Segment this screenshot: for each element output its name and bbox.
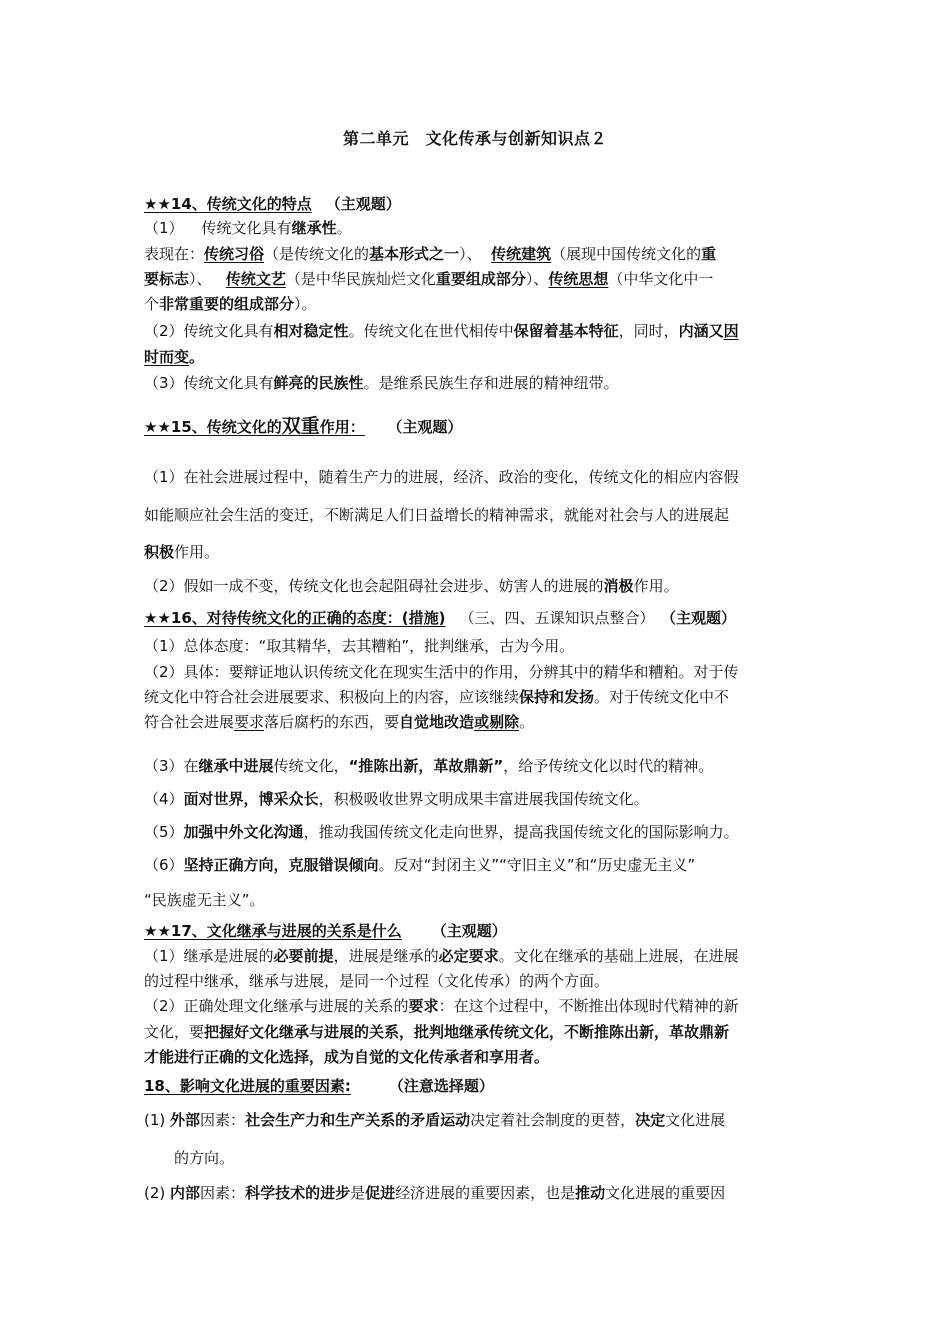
s16-line-4: 符合社会进展要求落后腐朽的东西，要自觉地改造或剔除。 <box>144 713 535 731</box>
s14-line-1: （1） 传统文化具有继承性。 <box>144 219 352 237</box>
s17-line-1: （1）继承是进展的必要前提，进展是继承的必定要求。文化在继承的基础上进展，在进展 <box>144 947 739 965</box>
s16-line-1: （1）总体态度：“取其精华，去其糟粕”，批判继承，古为今用。 <box>144 637 575 655</box>
s15-line-1: （1）在社会进展过程中，随着生产力的进展，经济、政治的变化，传统文化的相应内容假 <box>144 468 739 486</box>
section-18-heading: 18、影响文化进展的重要因素: <box>144 1077 351 1095</box>
s16-line-3: 统文化中符合社会进展要求、积极向上的内容，应该继续保持和发扬。对于传统文化中不 <box>144 688 730 706</box>
s14-line-6: 时而变。 <box>144 348 205 366</box>
s18-line-1: (1) 外部因素：社会生产力和生产关系的矛盾运动决定着社会制度的更替，决定文化进展 <box>144 1111 726 1129</box>
section-17-heading: ★★17、文化继承与进展的关系是什么 <box>144 922 402 940</box>
s17-line-4: 文化，要把握好文化继承与进展的关系，批判地继承传统文化，不断推陈出新，革故鼎新 <box>144 1023 730 1041</box>
section-15-heading-line <box>144 413 812 440</box>
s14-line-5: （2）传统文化具有相对稳定性。传统文化在世代相传中保留着基本特征，同时，内涵又因 <box>144 322 739 340</box>
section-14-tag: （主观题） <box>325 195 401 213</box>
s14-line-7: （3）传统文化具有鲜亮的民族性。是维系民族生存和进展的精神纽带。 <box>144 374 619 392</box>
s15-line-2: 如能顺应社会生活的变迁，不断满足人们日益增长的精神需求，就能对社会与人的进展起 <box>144 506 730 524</box>
s18-line-3: (2) 内部因素：科学技术的进步是促进经济进展的重要因素，也是推动文化进展的重要因 <box>144 1184 726 1202</box>
s14-line-2: 表现在：传统习俗（是传统文化的基本形式之一）、 传统建筑（展现中国传统文化的重 <box>144 245 717 263</box>
s16-line-6: （4）面对世界，博采众长，积极吸收世界文明成果丰富进展我国传统文化。 <box>144 790 649 808</box>
s17-line-3: （2）正确处理文化继承与进展的关系的要求：在这个过程中，不断推出体现时代精神的新 <box>144 997 739 1015</box>
section-18-tag: （注意选择题） <box>388 1077 494 1095</box>
s17-line-2: 的过程中继承，继承与进展，是同一个过程（文化传承）的两个方面。 <box>144 972 610 990</box>
section-16-heading: ★★16、对待传统文化的正确的态度：(措施) <box>144 609 446 627</box>
s16-line-9: “民族虚无主义”。 <box>144 891 265 909</box>
section-16-tag: （主观题） <box>668 609 737 627</box>
s14-line-4: 个非常重要的组成部分）。 <box>144 295 317 313</box>
page-title: 第二单元 文化传承与创新知识点２ <box>342 129 607 148</box>
section-14-heading-line <box>144 193 812 215</box>
section-16-heading-line <box>144 607 812 629</box>
section-14-heading: ★★14、传统文化的特点 <box>144 195 312 213</box>
s14-line-3: 要标志）、 传统文艺（是中华民族灿烂文化重要组成部分）、传统思想（中华文化中一 <box>144 270 714 288</box>
s16-line-7: （5）加强中外文化沟通，推动我国传统文化走向世界，提高我国传统文化的国际影响力。 <box>144 823 739 841</box>
section-15-tag: （主观题） <box>394 418 463 436</box>
s15-line-3: 积极作用。 <box>144 543 220 561</box>
section-17-heading-line <box>144 920 812 942</box>
section-16-mid: （三、四、五课知识点整合） <box>459 609 655 627</box>
section-15-heading: ★★15、传统文化的双重作用： <box>144 415 365 437</box>
s16-line-5: （3）在继承中进展传统文化，“推陈出新，革故鼎新”，给予传统文化以时代的精神。 <box>144 757 714 775</box>
s15-line-4: （2）假如一成不变，传统文化也会起阻碍社会进步、妨害人的进展的消极作用。 <box>144 577 679 595</box>
section-18-heading-line <box>144 1075 812 1097</box>
s18-line-2: 的方向。 <box>174 1149 235 1167</box>
section-17-tag: （主观题） <box>431 922 507 940</box>
s16-line-8: （6）坚持正确方向，克服错误倾向。反对“封闭主义”“守旧主义”和“历史虚无主义” <box>144 856 696 874</box>
s16-line-2: （2）具体：要辩证地认识传统文化在现实生活中的作用，分辨其中的精华和糟粕。对于传 <box>144 663 739 681</box>
s17-line-5: 才能进行正确的文化选择，成为自觉的文化传承者和享用者。 <box>144 1048 550 1066</box>
